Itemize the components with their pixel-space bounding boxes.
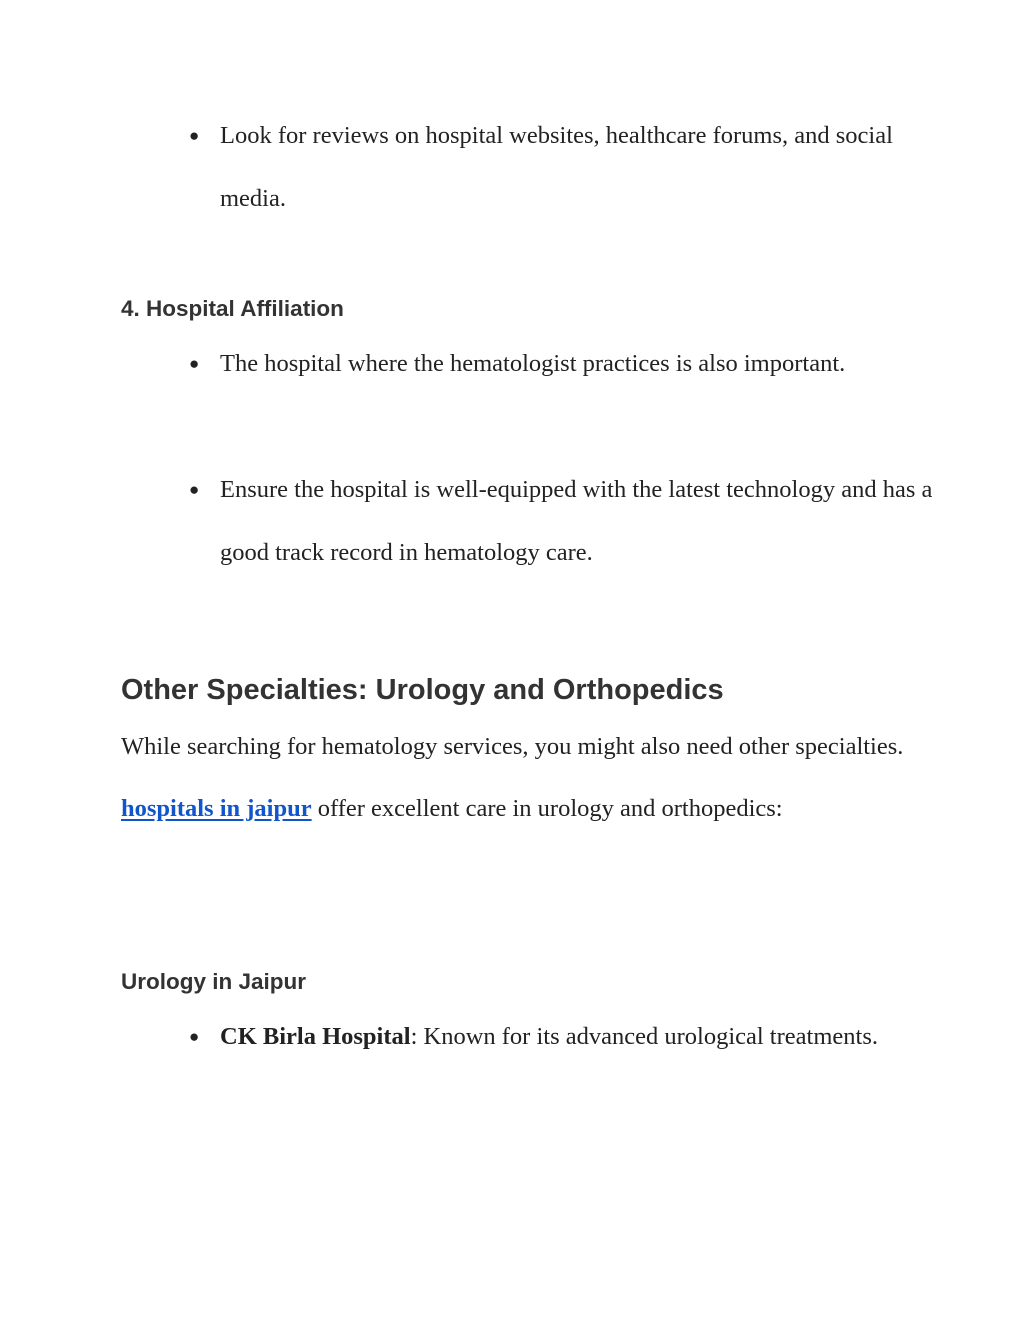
list-item — [220, 332, 940, 395]
list-item-text: : Known for its advanced urological treatments. — [410, 1023, 878, 1050]
list-item — [220, 458, 940, 584]
section-heading-other-specialties: Other Specialties: Urology and Orthopedics — [121, 674, 724, 706]
hospital-name: CK Birla Hospital — [220, 1023, 411, 1050]
list-item — [220, 104, 940, 230]
list-item-text: The hospital where the hematologist practices is also important. — [220, 350, 846, 377]
paragraph-text-before: While searching for hematology services, you might also need other specialties. — [121, 733, 904, 760]
bullet-icon — [189, 104, 199, 167]
list-item — [220, 1005, 940, 1068]
bullet-icon — [189, 458, 199, 521]
list-item-text: Ensure the hospital is well-equipped with the latest technology and has a good track record in hematology care. — [220, 476, 933, 566]
section-heading-urology: Urology in Jaipur — [121, 969, 307, 994]
paragraph-text-after: offer excellent care in urology and orthopedics: — [311, 795, 783, 822]
section-heading-hospital-affiliation: 4. Hospital Affiliation — [121, 296, 344, 321]
bullet-icon — [189, 1005, 199, 1068]
list-item-text: Look for reviews on hospital websites, healthcare forums, and social media. — [220, 122, 893, 212]
bullet-icon — [189, 332, 199, 395]
intro-paragraph — [121, 716, 911, 840]
hospitals-in-jaipur-link[interactable]: hospitals in jaipur — [121, 795, 312, 822]
